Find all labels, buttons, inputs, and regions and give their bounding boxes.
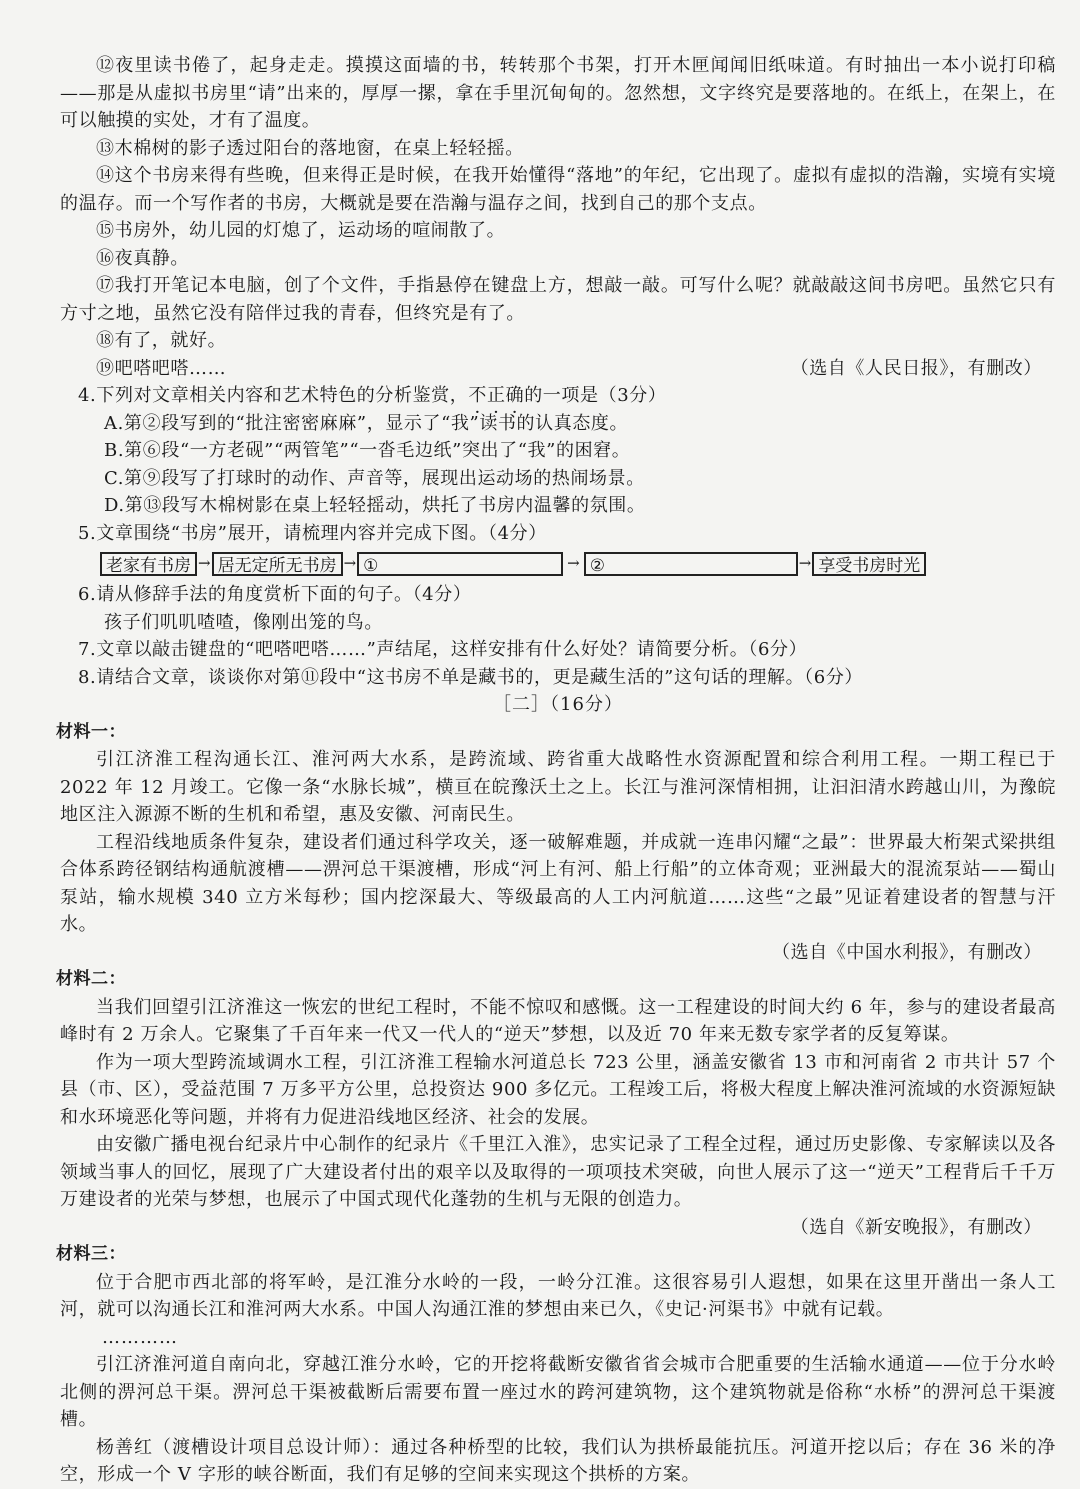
flow-arrow-icon: → — [798, 554, 812, 573]
section-2-title: ［二］（16分） — [493, 694, 623, 715]
material-2-title: 材料二： — [56, 969, 126, 989]
question-8: 8.请结合文章，谈谈你对第⑪段中“这书房不单是藏书的，更是藏生活的”这句话的理解。（6分） — [78, 666, 864, 688]
essay-paragraph-19: ⑲吧嗒吧嗒…… — [96, 357, 227, 379]
flow-blank-2[interactable]: ② — [584, 552, 798, 576]
material-1-paragraph-2: 工程沿线地质条件复杂，建设者们通过科学攻关，逐一破解难题，并成就一连串闪耀“之最”：世界最大桁架式梁拱组合体系跨径钢结构通航渡槽——淠河总干渠渡槽，形成“河上有河、船上行船”的立体奇观；亚洲最大的混流泵站——蜀山泵站，输水规模 340 立方米每秒；国内挖深最大、等级最高的人工内河航道……这些“之最”见证着建设者的智慧与汗水。 — [60, 831, 1056, 935]
question-7: 7.文章以敲击键盘的“吧嗒吧嗒……”声结尾，这样安排有什么好处？请简要分析。（6分） — [78, 639, 808, 660]
material-2-source: （选自《新安晚报》，有删改） — [790, 1216, 1042, 1238]
material-3-paragraph-1: 位于合肥市西北部的将军岭，是江淮分水岭的一段，一岭分江淮。这很容易引人遐想，如果在这里开凿出一条人工河，就可以沟通长江和淮河两大水系。中国人沟通江淮的梦想由来已久，《史记·河渠书》中就有记载。 — [60, 1271, 1056, 1320]
flow-box-5: 享受书房时光 — [812, 552, 926, 576]
material-1-title: 材料一： — [56, 721, 126, 742]
flow-box-1: 老家有书房 — [100, 552, 197, 576]
material-3-paragraph-2: 引江济淮河道自南向北，穿越江淮分水岭，它的开挖将截断安徽省省会城市合肥重要的生活输水通道——位于分水岭北侧的淠河总干渠。淠河总干渠被截断后需要布置一座过水的跨河建筑物，这个建筑物就是俗称“水桥”的淠河总干渠渡槽。 — [60, 1354, 1056, 1430]
emphasis-char: 不 — [468, 385, 487, 406]
question-4-option-a: A.第②段写到的“批注密密麻麻”，显示了“我”读书的认真态度。 — [104, 412, 629, 434]
material-1-paragraph-1: 引江济淮工程沟通长江、淮河两大水系，是跨流域、跨省重大战略性水资源配置和综合利用工程。一期工程已于 2022 年 12 月竣工。它像一条“水脉长城”，横亘在皖豫沃土之上。长江与淮河深情相拥，让汩汩清水跨越山川，为豫皖地区注入源源不断的生机和希望，惠及安徽、河南民生。 — [60, 749, 1056, 825]
material-3-title: 材料三： — [56, 1244, 126, 1264]
flow-blank-1[interactable]: ① — [357, 552, 563, 576]
flow-arrow-icon: → — [343, 554, 357, 573]
material-3-ellipsis: ………… — [102, 1326, 178, 1348]
question-6-sentence: 孩子们叽叽喳喳，像刚出笼的鸟。 — [104, 611, 383, 633]
flow-arrow-icon: → — [198, 554, 211, 573]
essay-paragraph-16: ⑯夜真静。 — [96, 247, 189, 269]
question-6-stem: 6.请从修辞手法的角度赏析下面的句子。（4分） — [78, 584, 472, 605]
essay-paragraph-13: ⑬木棉树的影子透过阳台的落地窗，在桌上轻轻摇。 — [96, 137, 524, 159]
flow-box-2: 居无定所无书房 — [212, 552, 343, 576]
essay-paragraph-15: ⑮书房外，幼儿园的灯熄了，运动场的喧闹散了。 — [96, 220, 506, 241]
essay-source: （选自《人民日报》，有删改） — [790, 357, 1042, 379]
material-2-paragraph-2: 作为一项大型跨流域调水工程，引江济淮工程输水河道总长 723 公里，涵盖安徽省 13 市和河南省 2 市共计 57 个县（市、区），受益范围 7 万多平方公里，总投资达 900 多亿元。工程竣工后，将极大程度上解决淮河流域的水资源短缺和水环境恶化等问题，并将有力促进沿线地区经济、社会的发展。 — [60, 1051, 1056, 1128]
question-4-option-b: B.第⑥段“一方老砚”“两管笔”“一沓毛边纸”突出了“我”的困窘。 — [104, 440, 631, 461]
essay-paragraph-17: ⑰我打开笔记本电脑，创了个文件，手指悬停在键盘上方，想敲一敲。可写什么呢？就敲敲这间书房吧。虽然它只有方寸之地，虽然它没有陪伴过我的青春，但终究是有了。 — [60, 275, 1056, 324]
question-5-stem: 5.文章围绕“书房”展开，请梳理内容并完成下图。（4分） — [78, 522, 547, 544]
essay-paragraph-18: ⑱有了，就好。 — [96, 330, 227, 351]
question-4-option-c: C.第⑨段写了打球时的动作、声音等，展现出运动场的热闹场景。 — [104, 467, 645, 489]
material-1-source: （选自《中国水利报》，有删改） — [772, 941, 1042, 963]
essay-paragraph-12: ⑫夜里读书倦了，起身走走。摸摸这面墙的书，转转那个书架，打开木匣闻闻旧纸味道。有时抽出一本小说打印稿——那是从虚拟书房里“请”出来的，厚厚一摞，拿在手里沉甸甸的。忽然想，文字终究是要落地的。在纸上，在架上，在可以触摸的实处，才有了温度。 — [60, 55, 1056, 131]
question-4-option-d: D.第⑬段写木棉树影在桌上轻轻摇动，烘托了书房内温馨的氛围。 — [104, 495, 646, 516]
emphasis-char: 确 — [505, 385, 525, 406]
emphasis-char: 正 — [486, 385, 506, 406]
material-3-paragraph-3: 杨善红（渡槽设计项目总设计师）：通过各种桥型的比较，我们认为拱桥最能抗压。河道开挖以后；存在 36 米的净空，形成一个 V 字形的峡谷断面，我们有足够的空间来实现这个拱桥的方案。 — [60, 1436, 1056, 1485]
flow-arrow-icon: → — [567, 554, 580, 573]
question-5-flowchart — [100, 549, 1056, 579]
essay-paragraph-14: ⑭这个书房来得有些晚，但来得正是时候，在我开始懂得“落地”的年纪，它出现了。虚拟有虚拟的浩瀚，实境有实境的温存。而一个写作者的书房，大概就是要在浩瀚与温存之间，找到自己的那个支点。 — [60, 165, 1056, 214]
question-4-stem: 4.下列对文章相关内容和艺术特色的分析鉴赏，不正确的一项是（3分） — [78, 385, 667, 406]
material-2-paragraph-3: 由安徽广播电视台纪录片中心制作的纪录片《千里江入淮》，忠实记录了工程全过程，通过历史影像、专家解读以及各领域当事人的回忆，展现了广大建设者付出的艰辛以及取得的一项项技术突破，向世人展示了这一“逆天”工程背后千千万万建设者的光荣与梦想，也展示了中国式现代化蓬勃的生机与无限的创造力。 — [60, 1134, 1056, 1210]
essay-last-line — [60, 355, 1056, 383]
material-2-paragraph-1: 当我们回望引江济淮这一恢宏的世纪工程时，不能不惊叹和感慨。这一工程建设的时间大约 6 年，参与的建设者最高峰时有 2 万余人。它聚集了千百年来一代又一代人的“逆天”梦想，以及近 70 年来无数专家学者的反复筹谋。 — [60, 996, 1056, 1045]
